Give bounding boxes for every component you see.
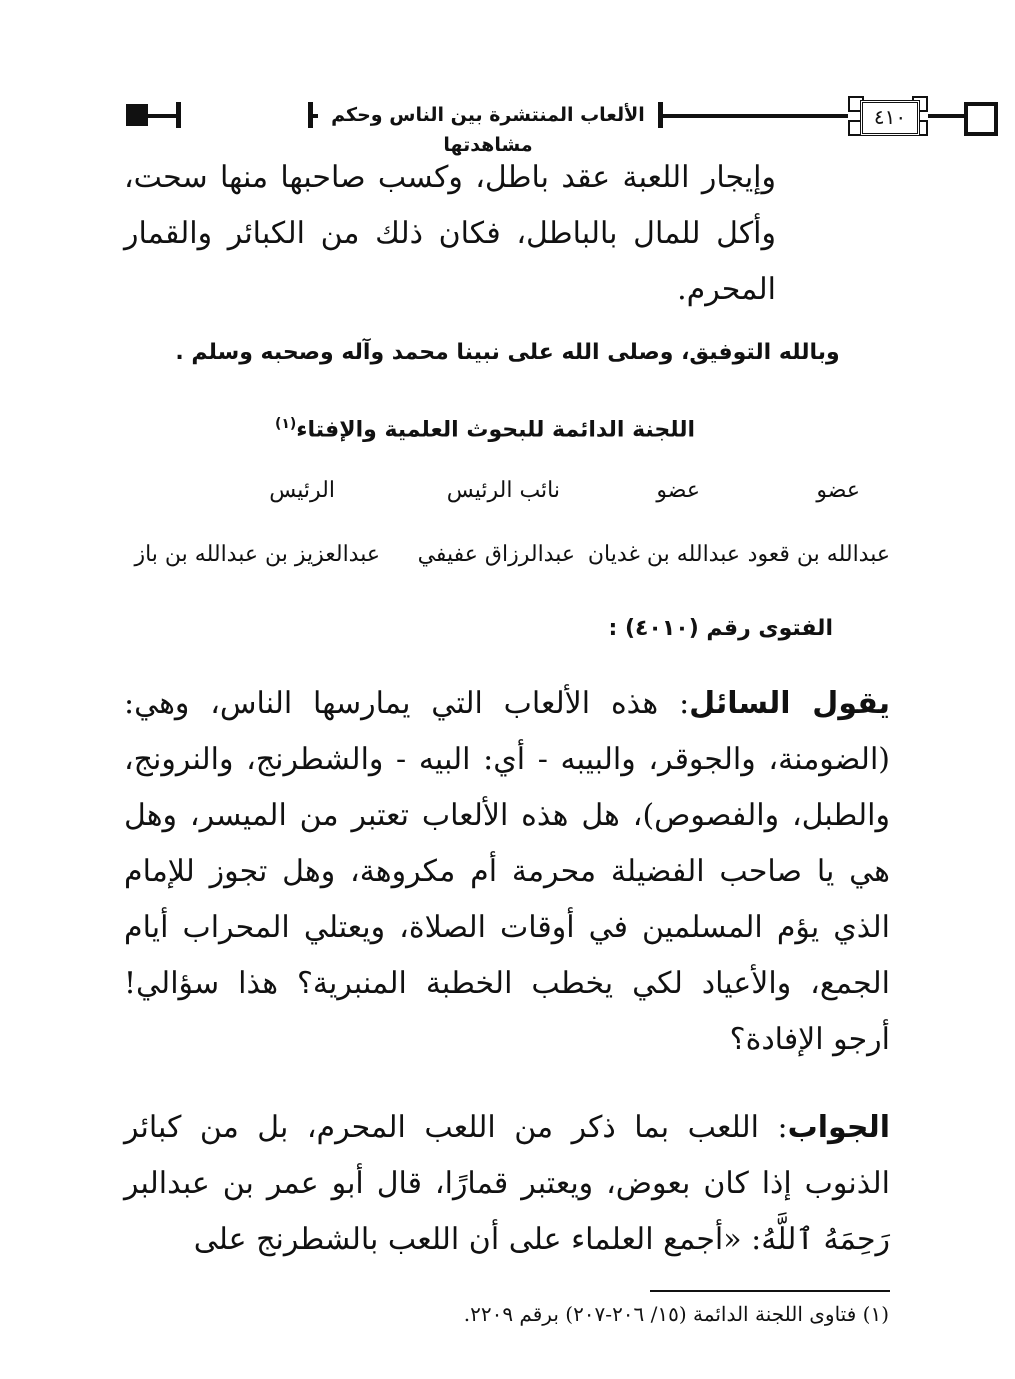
footnote-rule — [650, 1290, 890, 1292]
answer-text: : اللعب بما ذكر من اللعب المحرم، بل من كبائر الذنوب إذا كان بعوض، ويعتبر قمارًا، قال أبو عمر بن عبدالبر رَحِمَهُ ٱللَّهُ: «أجمع العلماء على أن اللعب بالشطرنج على — [124, 1110, 890, 1257]
committee-name-text: اللجنة الدائمة للبحوث العلمية والإفتاء — [296, 417, 696, 443]
role-president: الرئيس — [269, 478, 335, 503]
header-bar — [176, 102, 181, 128]
answer-lead: الجواب — [787, 1110, 890, 1145]
role-member-1: عضو — [816, 478, 860, 503]
signatories — [120, 478, 890, 578]
page-header — [122, 96, 907, 156]
footnote-ref[interactable]: (١) — [274, 416, 297, 432]
member-name-3: عبدالرزاق عفيفي — [417, 542, 575, 567]
member-name-2: عبدالله بن غديان — [587, 542, 740, 567]
member-name-1: عبدالله بن قعود — [747, 542, 890, 567]
member-name-4: عبدالعزيز بن عبدالله بن باز — [134, 542, 380, 567]
fatwa-heading: الفتوى رقم (٤٠١٠) : — [608, 616, 833, 641]
question-text: : هذه الألعاب التي يمارسها الناس، وهي: (الضومنة، والجوقر، والبيبه - أي: البيه - والشطرنج، والنرونج، والطبل، والفصوص)، هل هذه الألعاب تعتبر من الميسر، وهل هي يا صاحب الفضيلة محرمة أم مكروهة، وهل تجوز للإمام الذي يؤم المسلمين في أوقات الصلاة، ويعتلي المحراب أيام الجمع، والأعياد لكي يخطب الخطبة المنبرية؟ هذا سؤالي! أرجو الإفادة؟ — [124, 686, 890, 1057]
header-rule — [658, 114, 848, 118]
intro-paragraph: وإيجار اللعبة عقد باطل، وكسب صاحبها منها سحت، وأكل للمال بالباطل، فكان ذلك من الكبائر والقمار المحرم. — [124, 160, 776, 307]
header-bar — [308, 102, 313, 128]
question-lead: يقول السائل — [689, 686, 890, 721]
header-bar — [658, 102, 663, 128]
header-rule — [148, 114, 178, 118]
page-number-box — [842, 96, 932, 136]
footnote: (١) فتاوى اللجنة الدائمة (١٥/ ٢٠٦-٢٠٧) برقم ٢٢٠٩. — [463, 1302, 889, 1326]
answer-paragraph — [124, 1100, 890, 1268]
committee-name — [240, 416, 730, 442]
page-number: ٤١٠ — [873, 105, 907, 129]
question-paragraph — [124, 676, 890, 1068]
header-end-box — [964, 102, 998, 136]
role-member-2: عضو — [656, 478, 700, 503]
running-title: الألعاب المنتشرة بين الناس وحكم مشاهدتها — [318, 100, 658, 130]
header-end-block — [126, 104, 148, 126]
closing-line: وبالله التوفيق، وصلى الله على نبينا محمد وآله وصحبه وسلم . — [175, 340, 840, 365]
header-rule — [928, 114, 968, 118]
role-vice-president: نائب الرئيس — [446, 478, 560, 503]
